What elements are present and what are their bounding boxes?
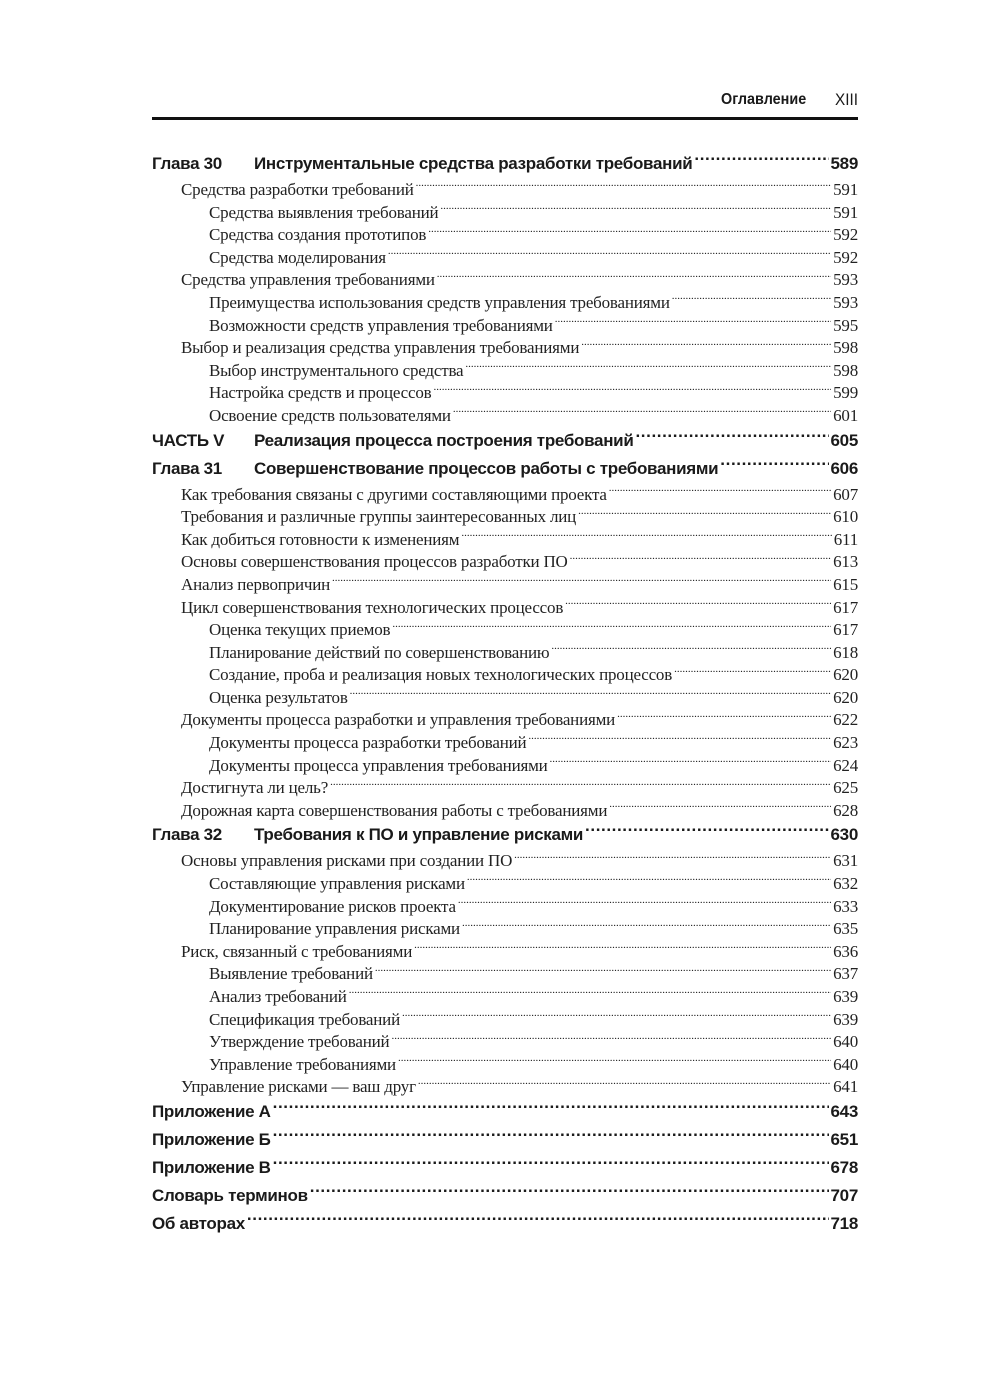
leader-dots — [398, 1053, 831, 1070]
chapter-number: Глава 30 — [152, 154, 222, 173]
entry-title: Оценка текущих приемов — [209, 620, 391, 640]
leader-dots — [349, 985, 831, 1002]
entry-page: 592 — [833, 225, 858, 245]
leader-dots — [332, 573, 831, 590]
leader-dots — [550, 754, 832, 771]
toc-entry[interactable] — [152, 483, 858, 506]
entry-page: 620 — [833, 665, 858, 685]
toc-appendix-b[interactable] — [152, 1126, 858, 1154]
entry-title: Документы процесса разработки требований — [209, 733, 527, 753]
entry-page: 643 — [830, 1101, 858, 1121]
toc-entry[interactable] — [152, 849, 858, 872]
entry-page: 632 — [833, 874, 858, 894]
entry-page: 593 — [833, 270, 858, 290]
chapter-title: Инструментальные средства разработки требований — [254, 154, 693, 173]
chapter-title: Требования к ПО и управление рисками — [254, 825, 584, 845]
leader-dots — [434, 381, 832, 398]
toc-entry[interactable] — [152, 708, 858, 731]
header-rule — [152, 117, 858, 120]
entry-page: 678 — [830, 1157, 858, 1177]
toc-chapter-32[interactable] — [152, 821, 858, 849]
toc-entry[interactable] — [152, 246, 858, 269]
entry-title: Дорожная карта совершенствования работы с требованиями — [181, 800, 608, 820]
entry-page: 639 — [833, 987, 858, 1006]
entry-title: Приложение А — [152, 1101, 271, 1121]
entry-page: 624 — [833, 755, 858, 775]
toc-entry[interactable] — [152, 872, 858, 895]
leader-dots — [528, 731, 831, 748]
leader-dots — [391, 1030, 831, 1047]
leader-dots — [458, 895, 831, 912]
leader-dots — [453, 404, 831, 421]
leader-dots — [635, 429, 828, 446]
toc-entry[interactable] — [152, 1075, 858, 1098]
leader-dots — [437, 268, 831, 285]
entry-title: Риск, связанный с требованиями — [181, 941, 413, 961]
leader-dots — [555, 314, 831, 331]
entry-title: Освоение средств пользователями — [209, 405, 451, 425]
leader-dots — [551, 641, 831, 658]
leader-dots — [720, 457, 828, 474]
toc-entry[interactable] — [152, 985, 858, 1008]
entry-page: 591 — [833, 180, 858, 199]
leader-dots — [462, 917, 831, 934]
toc-entry[interactable] — [152, 776, 858, 799]
toc-entry[interactable] — [152, 1008, 858, 1031]
toc-entry[interactable] — [152, 223, 858, 246]
toc-entry[interactable] — [152, 404, 858, 427]
toc-entry[interactable] — [152, 336, 858, 359]
chapter-title: Совершенствование процессов работы с требованиями — [254, 458, 719, 478]
toc-entry[interactable] — [152, 917, 858, 940]
leader-dots — [609, 799, 831, 816]
leader-dots — [672, 291, 831, 308]
entry-title: Словарь терминов — [152, 1185, 308, 1205]
entry-page: 617 — [833, 620, 858, 640]
toc-entry[interactable] — [152, 178, 858, 201]
toc-entry[interactable] — [152, 359, 858, 382]
entry-page: 628 — [833, 800, 858, 820]
entry-page: 598 — [833, 338, 858, 358]
leader-dots — [674, 663, 831, 680]
running-header-title: Оглавление — [721, 91, 807, 108]
entry-title: Выбор и реализация средства управления требованиями — [181, 338, 580, 358]
leader-dots — [247, 1212, 829, 1229]
entry-title: Оценка результатов — [209, 687, 348, 707]
leader-dots — [585, 823, 828, 840]
toc-entry[interactable] — [152, 754, 858, 777]
entry-title: Выявление требований — [209, 964, 373, 984]
toc-entry[interactable] — [152, 663, 858, 686]
leader-dots — [461, 528, 831, 545]
toc-part-5[interactable] — [152, 427, 858, 455]
entry-page: 641 — [833, 1077, 858, 1097]
entry-page: 707 — [830, 1185, 858, 1205]
chapter-page: 589 — [830, 154, 858, 173]
entry-title: Средства выявления требований — [209, 202, 439, 222]
entry-title: Приложение Б — [152, 1129, 271, 1149]
entry-title: Управление рисками — ваш друг — [181, 1077, 416, 1097]
toc-about-authors[interactable] — [152, 1210, 858, 1238]
leader-dots — [388, 246, 831, 263]
leader-dots — [565, 596, 831, 613]
part-page: 605 — [830, 430, 858, 450]
entry-page: 599 — [833, 383, 858, 403]
entry-title: Планирование управления рисками — [209, 919, 460, 939]
leader-dots — [418, 1075, 831, 1092]
leader-dots — [514, 849, 831, 866]
toc-entry[interactable] — [152, 201, 858, 224]
entry-page: 607 — [833, 484, 858, 504]
entry-page: 633 — [833, 896, 858, 916]
chapter-number: Глава 32 — [152, 825, 222, 845]
leader-dots — [375, 962, 831, 979]
entry-title: Требования и различные группы заинтересованных лиц — [181, 507, 577, 527]
entry-page: 651 — [830, 1129, 858, 1149]
leader-dots — [465, 359, 831, 376]
entry-title: Управление требованиями — [209, 1054, 396, 1074]
entry-title: Основы совершенствования процессов разработки ПО — [181, 552, 568, 572]
toc-entry[interactable] — [152, 618, 858, 641]
leader-dots — [330, 776, 831, 793]
entry-title: Документирование рисков проекта — [209, 896, 456, 916]
entry-page: 631 — [833, 851, 858, 871]
entry-page: 613 — [833, 552, 858, 572]
leader-dots — [273, 1128, 829, 1145]
leader-dots — [310, 1184, 829, 1201]
leader-dots — [570, 550, 831, 567]
toc-entry[interactable] — [152, 940, 858, 963]
toc-appendix-a[interactable] — [152, 1098, 858, 1126]
toc-entry[interactable] — [152, 962, 858, 985]
leader-dots — [578, 505, 831, 522]
leader-dots — [609, 483, 831, 500]
entry-page: 592 — [833, 247, 858, 267]
running-header — [223, 88, 858, 112]
entry-title: Средства разработки требований — [181, 180, 414, 199]
entry-page: 623 — [833, 733, 858, 753]
entry-title: Основы управления рисками при создании ПО — [181, 851, 513, 871]
entry-title: Утверждение требований — [209, 1032, 390, 1052]
entry-page: 601 — [833, 405, 858, 425]
toc-chapter-30[interactable] — [152, 150, 858, 178]
entry-page: 622 — [833, 710, 858, 730]
entry-page: 636 — [833, 941, 858, 961]
toc-entry[interactable] — [152, 528, 858, 551]
toc-entry[interactable] — [152, 799, 858, 822]
leader-dots — [416, 178, 831, 195]
entry-title: Возможности средств управления требованиями — [209, 315, 553, 335]
entry-page: 635 — [833, 919, 858, 939]
entry-title: Создание, проба и реализация новых технологических процессов — [209, 665, 673, 685]
toc-entry[interactable] — [152, 381, 858, 404]
chapter-page: 630 — [830, 825, 858, 845]
chapter-page: 606 — [830, 458, 858, 478]
toc-entry[interactable] — [152, 1030, 858, 1053]
toc-entry[interactable] — [152, 314, 858, 337]
leader-dots — [467, 872, 831, 889]
entry-page: 637 — [833, 964, 858, 984]
entry-title: Приложение В — [152, 1157, 271, 1177]
page-number: XIII — [835, 90, 858, 109]
toc-entry[interactable] — [152, 505, 858, 528]
leader-dots — [617, 708, 831, 725]
leader-dots — [273, 1100, 829, 1117]
leader-dots — [440, 201, 831, 218]
entry-title: Достигнута ли цель? — [181, 778, 329, 798]
entry-page: 617 — [833, 597, 858, 617]
entry-title: Как добиться готовности к изменениям — [181, 529, 460, 549]
toc-entry[interactable] — [152, 268, 858, 291]
entry-title: Средства моделирования — [209, 247, 386, 267]
entry-page: 620 — [833, 687, 858, 707]
leader-dots — [402, 1008, 831, 1025]
entry-page: 591 — [833, 202, 858, 222]
entry-page: 611 — [833, 529, 858, 549]
entry-title: Составляющие управления рисками — [209, 874, 465, 894]
entry-title: Спецификация требований — [209, 1009, 400, 1029]
entry-page: 598 — [833, 360, 858, 380]
toc-entry[interactable] — [152, 291, 858, 314]
entry-title: Документы процесса управления требованиями — [209, 755, 548, 775]
toc-entry[interactable] — [152, 895, 858, 918]
part-title: Реализация процесса построения требований — [254, 430, 634, 450]
entry-title: Настройка средств и процессов — [209, 383, 432, 403]
entry-title: Преимущества использования средств управления требованиями — [209, 292, 670, 312]
chapter-number: Глава 31 — [152, 458, 222, 478]
entry-title: Об авторах — [152, 1213, 245, 1233]
entry-page: 625 — [833, 778, 858, 798]
entry-title: Как требования связаны с другими составляющими проекта — [181, 484, 607, 504]
entry-title: Планирование действий по совершенствованию — [209, 642, 550, 662]
toc-chapter-31[interactable] — [152, 455, 858, 483]
leader-dots — [694, 152, 828, 169]
leader-dots — [350, 686, 831, 703]
entry-page: 615 — [833, 574, 858, 594]
toc-entry[interactable] — [152, 573, 858, 596]
entry-page: 640 — [833, 1054, 858, 1074]
entry-title: Документы процесса разработки и управления требованиями — [181, 710, 616, 730]
toc-glossary[interactable] — [152, 1182, 858, 1210]
leader-dots — [428, 223, 831, 240]
leader-dots — [581, 336, 831, 353]
entry-page: 610 — [833, 507, 858, 527]
toc-entry[interactable] — [152, 1053, 858, 1076]
leader-dots — [414, 940, 831, 957]
part-number: ЧАСТЬ V — [152, 430, 225, 450]
entry-title: Анализ первопричин — [181, 574, 331, 594]
entry-page: 618 — [833, 642, 858, 662]
toc-entry[interactable] — [152, 686, 858, 709]
entry-title: Цикл совершенствования технологических процессов — [181, 597, 564, 617]
leader-dots — [392, 618, 831, 635]
toc-entry[interactable] — [152, 550, 858, 573]
toc-appendix-v[interactable] — [152, 1154, 858, 1182]
table-of-contents — [152, 150, 858, 1238]
entry-title: Средства создания прототипов — [209, 225, 427, 245]
entry-page: 718 — [830, 1213, 858, 1233]
entry-page: 640 — [833, 1032, 858, 1052]
entry-title: Выбор инструментального средства — [209, 360, 464, 380]
entry-page: 595 — [833, 315, 858, 335]
leader-dots — [273, 1156, 829, 1173]
toc-entry[interactable] — [152, 641, 858, 664]
toc-entry[interactable] — [152, 596, 858, 619]
entry-title: Анализ требований — [209, 987, 347, 1006]
entry-page: 593 — [833, 292, 858, 312]
toc-entry[interactable] — [152, 731, 858, 754]
entry-page: 639 — [833, 1009, 858, 1029]
entry-title: Средства управления требованиями — [181, 270, 435, 290]
